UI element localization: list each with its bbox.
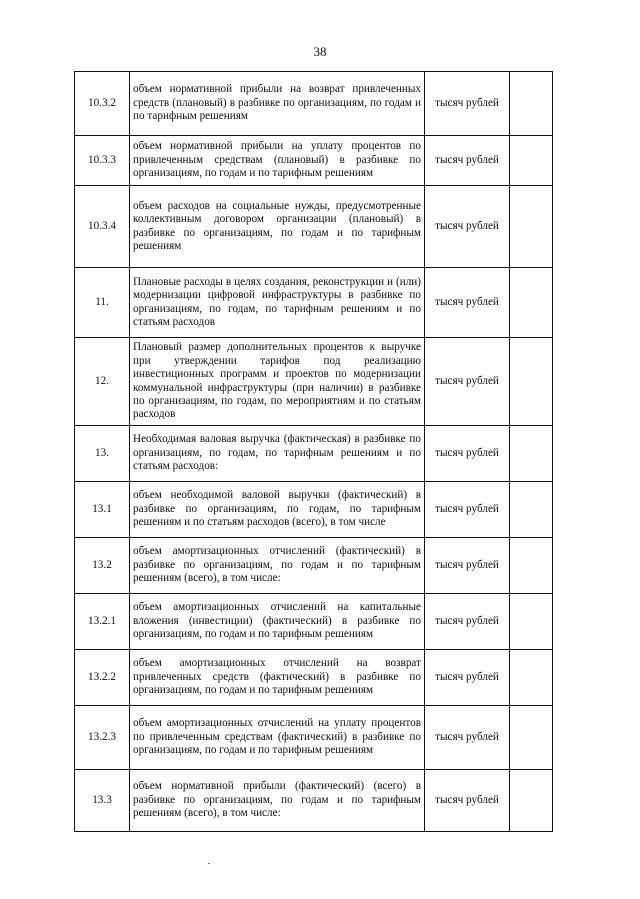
page-number: 38 [313, 44, 327, 59]
item-number: 10.3.3 [75, 136, 130, 186]
unit-of-measure: тысяч рублей [425, 72, 510, 136]
table-row [75, 706, 553, 770]
unit-of-measure: тысяч рублей [425, 538, 510, 594]
table-row [75, 186, 553, 268]
item-number: 13. [75, 426, 130, 482]
item-number: 12. [75, 338, 130, 426]
unit-of-measure: тысяч рублей [425, 426, 510, 482]
table-row [75, 650, 553, 706]
item-description: объем расходов на социальные нужды, предусмотренные коллективным договором организации (плановый) в разбивке по организациям, по годам и по тарифным решениям [130, 186, 425, 268]
item-description: объем амортизационных отчислений (фактический) в разбивке по организациям, по годам и по тарифным решениям (всего), в том числе: [130, 538, 425, 594]
value-cell [510, 268, 553, 338]
value-cell [510, 186, 553, 268]
value-cell [510, 482, 553, 538]
item-number: 10.3.4 [75, 186, 130, 268]
item-number: 13.1 [75, 482, 130, 538]
item-description: объем амортизационных отчислений на капитальные вложения (инвестиции) (фактический) в разбивке по организациям, по годам и по тарифным решениям [130, 594, 425, 650]
table-row [75, 338, 553, 426]
item-number: 11. [75, 268, 130, 338]
value-cell [510, 706, 553, 770]
table-row [75, 72, 553, 136]
item-description: объем нормативной прибыли на уплату процентов по привлеченным средствам (плановый) в разбивке по организациям, по годам и по тарифным решениям [130, 136, 425, 186]
item-number: 13.2 [75, 538, 130, 594]
value-cell [510, 594, 553, 650]
item-number: 13.2.2 [75, 650, 130, 706]
table-row [75, 136, 553, 186]
indicator-table [74, 71, 553, 832]
table-row [75, 482, 553, 538]
table-row [75, 770, 553, 832]
table-body [75, 72, 553, 832]
value-cell [510, 538, 553, 594]
value-cell [510, 136, 553, 186]
unit-of-measure: тысяч рублей [425, 186, 510, 268]
unit-of-measure: тысяч рублей [425, 338, 510, 426]
value-cell [510, 650, 553, 706]
item-description: Необходимая валовая выручка (фактическая) в разбивке по организациям, по годам, по тарифным решениям и по статьям расходов: [130, 426, 425, 482]
value-cell [510, 426, 553, 482]
table-row [75, 268, 553, 338]
table-row [75, 538, 553, 594]
unit-of-measure: тысяч рублей [425, 482, 510, 538]
unit-of-measure: тысяч рублей [425, 770, 510, 832]
table-row [75, 594, 553, 650]
item-description: Плановый размер дополнительных процентов к выручке при утверждении тарифов под реализацию инвестиционных программ и проектов по модернизации коммунальной инфраструктуры (при наличии) в разбивке по организациям, по годам, по мероприятиям и по статьям расходов [130, 338, 425, 426]
value-cell [510, 338, 553, 426]
value-cell [510, 770, 553, 832]
item-description: объем амортизационных отчислений на уплату процентов по привлеченным средствам (фактический) в разбивке по организациям, по годам и по тарифным решениям [130, 706, 425, 770]
item-description: объем амортизационных отчислений на возврат привлеченных средств (фактический) в разбивке по организациям, по годам и по тарифным решениям [130, 650, 425, 706]
item-description: объем нормативной прибыли (фактический) (всего) в разбивке по организациям, по годам и по тарифным решениям (всего), в том числе: [130, 770, 425, 832]
item-description: Плановые расходы в целях создания, реконструкции и (или) модернизации цифровой инфраструктуры в разбивке по организациям, по годам, по тарифным решениям и по статьям расходов [130, 268, 425, 338]
table-row [75, 426, 553, 482]
unit-of-measure: тысяч рублей [425, 650, 510, 706]
unit-of-measure: тысяч рублей [425, 268, 510, 338]
scan-speck [208, 863, 210, 864]
unit-of-measure: тысяч рублей [425, 136, 510, 186]
item-number: 13.3 [75, 770, 130, 832]
unit-of-measure: тысяч рублей [425, 594, 510, 650]
unit-of-measure: тысяч рублей [425, 706, 510, 770]
item-description: объем необходимой валовой выручки (фактический) в разбивке по организациям, по годам, по тарифным решениям и по статьям расходов (всего), в том числе [130, 482, 425, 538]
item-number: 13.2.3 [75, 706, 130, 770]
item-number: 10.3.2 [75, 72, 130, 136]
value-cell [510, 72, 553, 136]
item-number: 13.2.1 [75, 594, 130, 650]
item-description: объем нормативной прибыли на возврат привлеченных средств (плановый) в разбивке по организациям, по годам и по тарифным решениям [130, 72, 425, 136]
